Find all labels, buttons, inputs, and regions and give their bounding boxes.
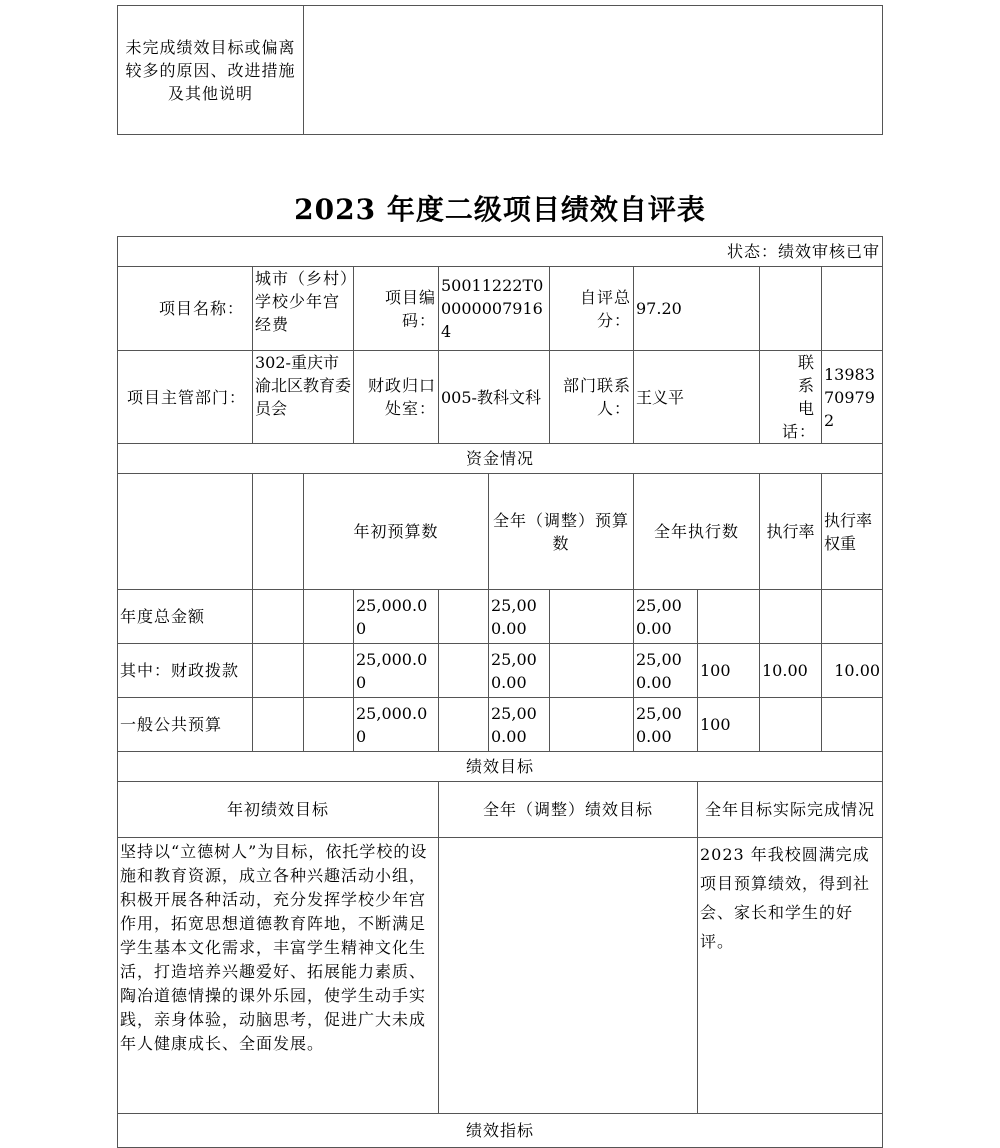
fund-row-score: 10.00 [822, 644, 883, 698]
empty-cell [550, 590, 634, 644]
empty-cell [253, 590, 304, 644]
actual-goal-text: 2023 年我校圆满完成项目预算绩效，得到社会、家长和学生的好评。 [698, 838, 883, 1114]
funds-header-blank [253, 474, 304, 590]
adjusted-goal-text [439, 838, 698, 1114]
dept-label: 项目主管部门： [118, 351, 253, 444]
explanation-table [117, 5, 883, 135]
fund-row-executed: 25,000.00 [634, 698, 698, 752]
fund-row-initial: 25,000.00 [354, 644, 439, 698]
fund-row-adjusted: 25,000.00 [489, 590, 550, 644]
status-text: 状态：绩效审核已审 [118, 237, 883, 267]
empty-cell [304, 698, 354, 752]
finance-label: 财政归口处室： [354, 351, 439, 444]
fund-row-weight [760, 698, 822, 752]
empty-cell [304, 644, 354, 698]
fund-row-score [822, 698, 883, 752]
phone-value: 13983709792 [822, 351, 883, 444]
score-label: 自评总分： [550, 267, 634, 351]
empty-cell [550, 644, 634, 698]
empty-cell [253, 644, 304, 698]
header-rate: 执行率 [760, 474, 822, 590]
phone-label: 联系电话： [760, 351, 822, 444]
page-title: 2023 年度二级项目绩效自评表 [294, 193, 706, 226]
header-initial-budget: 年初预算数 [304, 474, 489, 590]
fund-row-label: 一般公共预算 [118, 698, 253, 752]
contact-value: 王义平 [634, 351, 760, 444]
explanation-value [304, 6, 883, 135]
header-adjusted-budget: 全年（调整）预算数 [489, 474, 634, 590]
fund-row-rate [698, 590, 760, 644]
fund-row-executed: 25,000.00 [634, 644, 698, 698]
fund-row-adjusted: 25,000.00 [489, 644, 550, 698]
header-actual-goal: 全年目标实际完成情况 [698, 782, 883, 838]
empty-cell [822, 267, 883, 351]
fund-row-score [822, 590, 883, 644]
project-code-label: 项目编码： [354, 267, 439, 351]
contact-label: 部门联系人： [550, 351, 634, 444]
header-initial-goal: 年初绩效目标 [118, 782, 439, 838]
header-adjusted-goal: 全年（调整）绩效目标 [439, 782, 698, 838]
empty-cell [439, 698, 489, 752]
finance-value: 005-教科文科 [439, 351, 550, 444]
empty-cell [253, 698, 304, 752]
empty-cell [760, 267, 822, 351]
project-code-value: 50011222T000000079164 [439, 267, 550, 351]
empty-cell [439, 590, 489, 644]
empty-cell [304, 590, 354, 644]
funds-header-blank [118, 474, 253, 590]
fund-row-adjusted: 25,000.00 [489, 698, 550, 752]
funds-section-title: 资金情况 [118, 444, 883, 474]
fund-row-weight [760, 590, 822, 644]
fund-row-executed: 25,000.00 [634, 590, 698, 644]
header-executed: 全年执行数 [634, 474, 760, 590]
header-weight: 执行率权重 [822, 474, 883, 590]
evaluation-table [117, 236, 883, 1148]
fund-row-weight: 10.00 [760, 644, 822, 698]
fund-row-initial: 25,000.00 [354, 698, 439, 752]
initial-goal-text: 坚持以“立德树人”为目标，依托学校的设施和教育资源，成立各种兴趣活动小组，积极开展各种活动，充分发挥学校少年宫作用，拓宽思想道德教育阵地，不断满足学生基本文化需求，丰富学生精神文化生活，打造培养兴趣爱好、拓展能力素质、陶冶道德情操的课外乐园，使学生动手实践，亲身体验，动脑思考，促进广大未成年人健康成长、全面发展。 [118, 838, 439, 1114]
goals-section-title: 绩效目标 [118, 752, 883, 782]
fund-row-rate: 100 [698, 698, 760, 752]
score-value: 97.20 [634, 267, 760, 351]
empty-cell [550, 698, 634, 752]
project-name-value: 城市（乡村）学校少年宫经费 [253, 267, 354, 351]
fund-row-label: 其中：财政拨款 [118, 644, 253, 698]
project-name-label: 项目名称： [118, 267, 253, 351]
indicators-section-title: 绩效指标 [118, 1114, 883, 1148]
empty-cell [439, 644, 489, 698]
dept-value: 302-重庆市渝北区教育委员会 [253, 351, 354, 444]
explanation-label: 未完成绩效目标或偏离较多的原因、改进措施及其他说明 [118, 6, 304, 135]
fund-row-rate: 100 [698, 644, 760, 698]
fund-row-initial: 25,000.00 [354, 590, 439, 644]
fund-row-label: 年度总金额 [118, 590, 253, 644]
